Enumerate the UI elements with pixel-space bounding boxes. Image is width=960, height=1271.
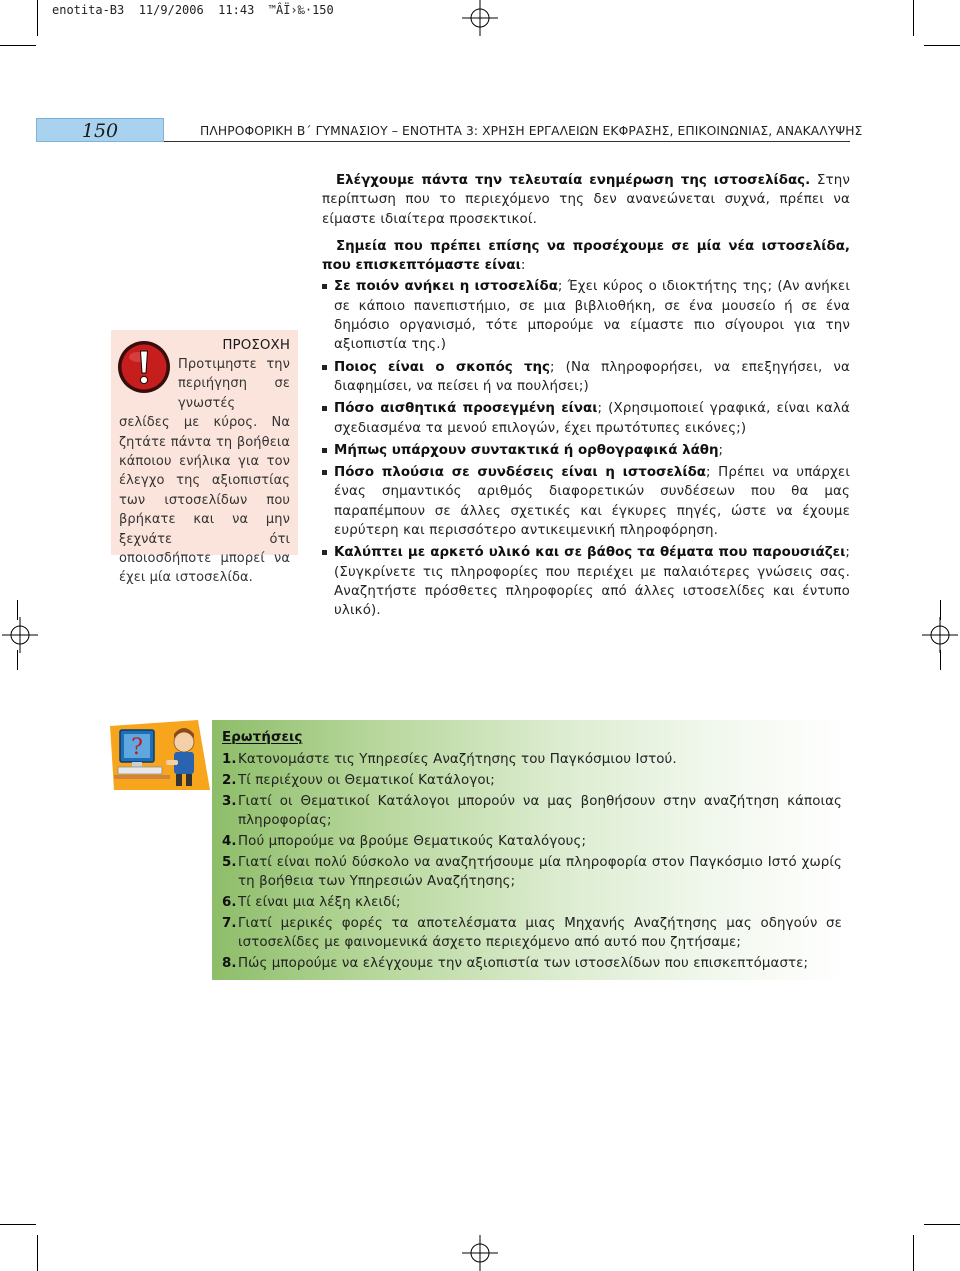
- list-item-text: ; (Συγκρίνετε τις πληροφορίες που περιέχει με παλαιότερες γνώσεις σας. Αναζητήστε πρόσθετες πληροφορίες από άλλες ιστοσελίδες και έντυπο υλικό).: [334, 545, 850, 619]
- list-item-bold: Σε ποιόν ανήκει η ιστοσελίδα: [334, 279, 558, 295]
- list-item-text: ; (Χρησιμοποιεί γραφικά, είναι καλά σχεδιασμένα τα μενού επιλογών, έχει πρωτότυπες εικόνες;): [334, 401, 850, 436]
- crop-mark: [37, 0, 38, 36]
- questions-title: Ερωτήσεις: [222, 730, 303, 745]
- crop-mark: [17, 650, 18, 670]
- caution-title: ΠΡΟΣΟΧΗ: [222, 338, 290, 353]
- question-number: 3.: [222, 793, 237, 809]
- question-item: [222, 954, 842, 973]
- crop-mark: [37, 1235, 38, 1271]
- question-number: 8.: [222, 955, 237, 971]
- questions-content: [222, 728, 842, 975]
- question-number: 7.: [222, 915, 237, 931]
- caution-note: [111, 330, 298, 586]
- question-item: [222, 914, 842, 953]
- list-item: [322, 441, 850, 460]
- question-number: 2.: [222, 773, 237, 789]
- question-item: [222, 853, 842, 892]
- list-item-text: ; Πρέπει να υπάρχει ένας σημαντικός αριθμός διαφορετικών συνδέσεων που θα μας παραπέμπουν σε άλλες σχετικές και έγκυρες πηγές, ώστε να έχουμε ευρύτερη και περισσότερο αντικειμενική πληροφόρηση.: [334, 465, 850, 539]
- registration-mark-icon: [920, 617, 960, 653]
- list-item-bold: Καλύπτει με αρκετό υλικό και σε βάθος τα θέματα που παρουσιάζει: [334, 545, 846, 561]
- registration-mark-icon: [0, 617, 40, 653]
- crop-mark: [940, 600, 941, 620]
- list-item: [322, 358, 850, 397]
- crop-mark: [924, 45, 960, 46]
- question-item: [222, 893, 842, 912]
- page-number: 150: [81, 120, 119, 142]
- question-item: [222, 832, 842, 851]
- list-item-text: ; Έχει κύρος ο ιδιοκτήτης της; (Αν ανήκει σε κάποιο πανεπιστήμιο, σε μια βιβλιοθήκη, σε ένα μουσείο ή σε ένα δημόσιο οργανισμό, τότε μπορούμε να είμαστε πιο σίγουροι για την αξιοπιστία της.): [334, 279, 850, 353]
- questions-list: [222, 750, 842, 973]
- question-text: Γιατί μερικές φορές τα αποτελέσματα μιας Μηχανής Αναζήτησης μας οδηγούν σε ιστοσελίδες με φαινομενικά άσχετο περιεχόμενο από αυτό που ζητήσαμε;: [238, 915, 842, 950]
- question-number: 6.: [222, 894, 237, 910]
- list-item-bold: Πόσο πλούσια σε συνδέσεις είναι η ιστοσελίδα: [334, 465, 706, 481]
- print-slug-line: enotita-B3 11/9/2006 11:43 ™ÂÏ›‰·150: [52, 3, 334, 17]
- crop-mark: [0, 45, 36, 46]
- paragraph-text: Στην περίπτωση που το περιεχόμενο της δεν ανανεώνεται συχνά, πρέπει να είμαστε ιδιαίτερα προσεκτικοί.: [322, 173, 850, 227]
- student-at-computer-illustration-icon: [110, 720, 210, 790]
- crop-mark: [940, 650, 941, 670]
- list-item: [322, 277, 850, 354]
- paragraph-points-intro: [322, 237, 850, 276]
- question-text: Τί είναι μια λέξη κλειδί;: [238, 894, 401, 910]
- question-text: Πώς μπορούμε να ελέγχουμε την αξιοπιστία των ιστοσελίδων που επισκεπτόμαστε;: [238, 955, 809, 971]
- registration-mark-icon: [462, 0, 498, 36]
- question-text: Κατονομάστε τις Υπηρεσίες Αναζήτησης του Παγκόσμιου Ιστού.: [238, 752, 677, 768]
- question-text: Γιατί είναι πολύ δύσκολο να αναζητήσουμε μία πληροφορία στον Παγκόσμιο Ιστό χωρίς τη βοήθεια των Υπηρεσιών Αναζήτησης;: [238, 854, 842, 890]
- paragraph-bold-lead: Ελέγχουμε πάντα την τελευταία ενημέρωση της ιστοσελίδας.: [336, 173, 811, 188]
- paragraph-last-update: [322, 171, 850, 229]
- list-item-bold: Μήπως υπάρχουν συντακτικά ή ορθογραφικά λάθη: [334, 442, 719, 458]
- crop-mark: [17, 600, 18, 620]
- list-item-text: ;: [718, 442, 724, 458]
- list-item: [322, 543, 850, 620]
- question-number: 4.: [222, 833, 237, 849]
- registration-mark-icon: [462, 1235, 498, 1271]
- list-item-bold: Πόσο αισθητικά προσεγμένη είναι: [334, 401, 598, 417]
- crop-mark: [0, 1224, 36, 1225]
- checkpoints-list: [322, 277, 850, 620]
- question-number: 1.: [222, 752, 237, 768]
- paragraph-text: :: [520, 258, 526, 274]
- page-number-box: [36, 118, 164, 142]
- question-text: Τί περιέχουν οι Θεματικοί Κατάλογοι;: [238, 773, 495, 789]
- running-header-title: ΠΛΗΡΟΦΟΡΙΚΗ Β΄ ΓΥΜΝΑΣΙΟΥ – ΕΝΟΤΗΤΑ 3: ΧΡΗΣΗ ΕΡΓΑΛΕΙΩΝ ΕΚΦΡΑΣΗΣ, ΕΠΙΚΟΙΝΩΝΙΑΣ, ΑΝΑΚΑΛΥΨΗΣ: [200, 124, 863, 138]
- main-text: [322, 171, 850, 624]
- list-item-bold: Ποιος είναι ο σκοπός της: [334, 359, 550, 375]
- list-item: [322, 463, 850, 540]
- crop-mark: [913, 1235, 914, 1271]
- header-rule: [164, 141, 850, 142]
- svg-text:?: ?: [131, 735, 143, 760]
- question-number: 5.: [222, 854, 237, 870]
- paragraph-bold-lead: Σημεία που πρέπει επίσης να προσέχουμε σε μία νέα ιστοσελίδα, που επισκεπτόμαστε είναι: [322, 238, 850, 274]
- question-item: [222, 771, 842, 790]
- question-item: [222, 750, 842, 769]
- list-item: [322, 399, 850, 438]
- question-item: [222, 792, 842, 831]
- caution-text: Προτιμηστε την περιήγηση σε γνωστές σελίδες με κύρος. Να ζητάτε πάντα τη βοήθεια κάποιου ενήλικα για τον έλεγχο της αξιοπιστίας των ιστοσελίδων που βρήκατε και να μην ξεχνάτε ότι οποιοσδήποτε μπορεί να έχει μία ιστοσελίδα.: [119, 357, 290, 586]
- question-text: Γιατί οι Θεματικοί Κατάλογοι μπορούν να μας βοηθήσουν στην αναζήτηση κάποιας πληροφορίας;: [238, 793, 842, 829]
- crop-mark: [924, 1224, 960, 1225]
- question-text: Πού μπορούμε να βρούμε Θεματικούς Καταλόγους;: [238, 833, 587, 849]
- exclamation-warning-icon: [116, 339, 172, 395]
- list-item-text: ; (Να πληροφορήσει, να επεξηγήσει, να διαφημίσει, να πείσει ή να πουλήσει;): [334, 359, 850, 394]
- crop-mark: [913, 0, 914, 36]
